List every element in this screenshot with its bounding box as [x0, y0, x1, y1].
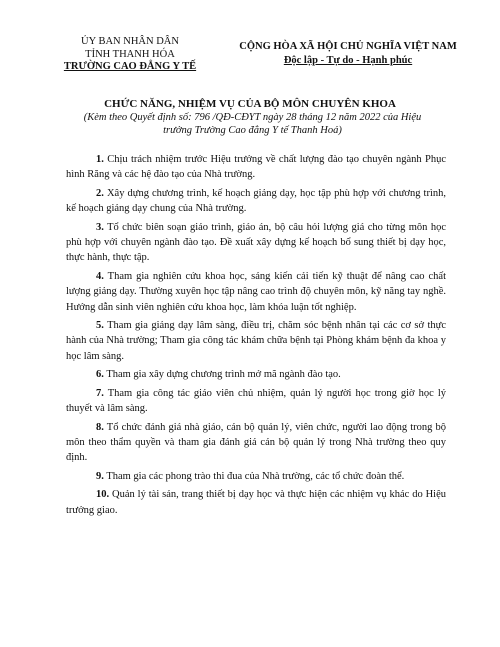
document-subtitle: (Kèm theo Quyết định số: 796 /QĐ-CĐYT ngày 28 tháng 12 năm 2022 của Hiệu trưởng Trường Cao đẳng Y tế Thanh Hoá): [83, 112, 422, 136]
list-item: [66, 487, 446, 518]
document-body: [66, 152, 446, 521]
school-name: TRƯỜNG CAO ĐẲNG Y TẾ: [63, 61, 197, 72]
national-motto: Độc lập - Tự do - Hạnh phúc: [283, 55, 413, 66]
list-item: [66, 469, 446, 484]
list-item: [66, 186, 446, 217]
item-text: Tham gia nghiên cứu khoa học, sáng kiến cải tiến kỹ thuật để nâng cao chất lượng giảng dạy. Thường xuyên học tập nâng cao trình độ chuyên môn, kỹ năng tay nghề. Hướng dẫn sinh viên nghiên cứu khoa học, làm khóa luận tốt nghiệp.: [66, 270, 446, 313]
item-text: Tham gia xây dựng chương trình mở mã ngành đào tạo.: [106, 369, 341, 381]
national-title: CỘNG HÒA XÃ HỘI CHỦ NGHĨA VIỆT NAM: [239, 41, 457, 52]
national-header: [218, 40, 478, 68]
issuing-authority-header: [60, 36, 200, 74]
item-number: 4.: [96, 270, 104, 282]
list-item: [66, 269, 446, 315]
item-number: 3.: [96, 221, 104, 233]
item-text: Xây dựng chương trình, kế hoạch giảng dạy, học tập phù hợp với chương trình, kế hoạch giảng dạy chung của Nhà trường.: [66, 187, 447, 215]
item-number: 7.: [96, 387, 104, 399]
document-title: CHỨC NĂNG, NHIỆM VỤ CỦA BỘ MÔN CHUYÊN KHOA: [104, 98, 396, 110]
item-text: Tham gia giảng dạy lâm sàng, điều trị, chăm sóc bệnh nhân tại các cơ sở thực hành của Nhà trường; Tham gia công tác khám chữa bệnh tại Phòng khám bệnh đa khoa y học lâm sàng.: [66, 320, 446, 362]
item-text: Chịu trách nhiệm trước Hiệu trưởng về chất lượng đào tạo chuyên ngành Phục hình Răng và các hệ đào tạo của Nhà trường.: [66, 154, 446, 181]
authority-line-1: ỦY BAN NHÂN DÂN: [81, 36, 179, 47]
list-item: [66, 386, 446, 417]
item-number: 9.: [96, 470, 104, 482]
authority-line-2: TỈNH THANH HÓA: [85, 48, 175, 60]
list-item: [66, 152, 446, 183]
list-item: [66, 318, 446, 364]
item-number: 5.: [96, 320, 104, 332]
list-item: [66, 220, 446, 266]
item-number: 10.: [96, 489, 110, 501]
item-text: Quản lý tài sản, trang thiết bị dạy học và thực hiện các nhiệm vụ khác do Hiệu trưởng giao.: [66, 489, 447, 516]
item-text: Tham gia các phong trào thi đua của Nhà trường, các tổ chức đoàn thể.: [106, 470, 405, 482]
list-item: [66, 420, 446, 466]
item-number: 8.: [96, 421, 104, 433]
item-text: Tổ chức đánh giá nhà giáo, cán bộ quản lý, viên chức, người lao động trong bộ môn theo thẩm quyền và tham gia đánh giá cán bộ quản lý trong Nhà trường theo quy định.: [66, 421, 446, 464]
item-number: 1.: [96, 154, 104, 165]
item-text: Tổ chức biên soạn giáo trình, giáo án, bộ câu hỏi lượng giá cho từng môn học phù hợp với chuyên ngành đào tạo. Đề xuất xây dựng kế hoạch bổ sung thiết bị dạy học, thực hành, thực tập.: [66, 221, 446, 264]
list-item: [66, 367, 446, 382]
item-number: 2.: [96, 187, 104, 199]
item-number: 6.: [96, 369, 104, 381]
item-text: Tham gia công tác giáo viên chủ nhiệm, quản lý người học trong giờ học lý thuyết và lâm sàng.: [66, 387, 447, 415]
